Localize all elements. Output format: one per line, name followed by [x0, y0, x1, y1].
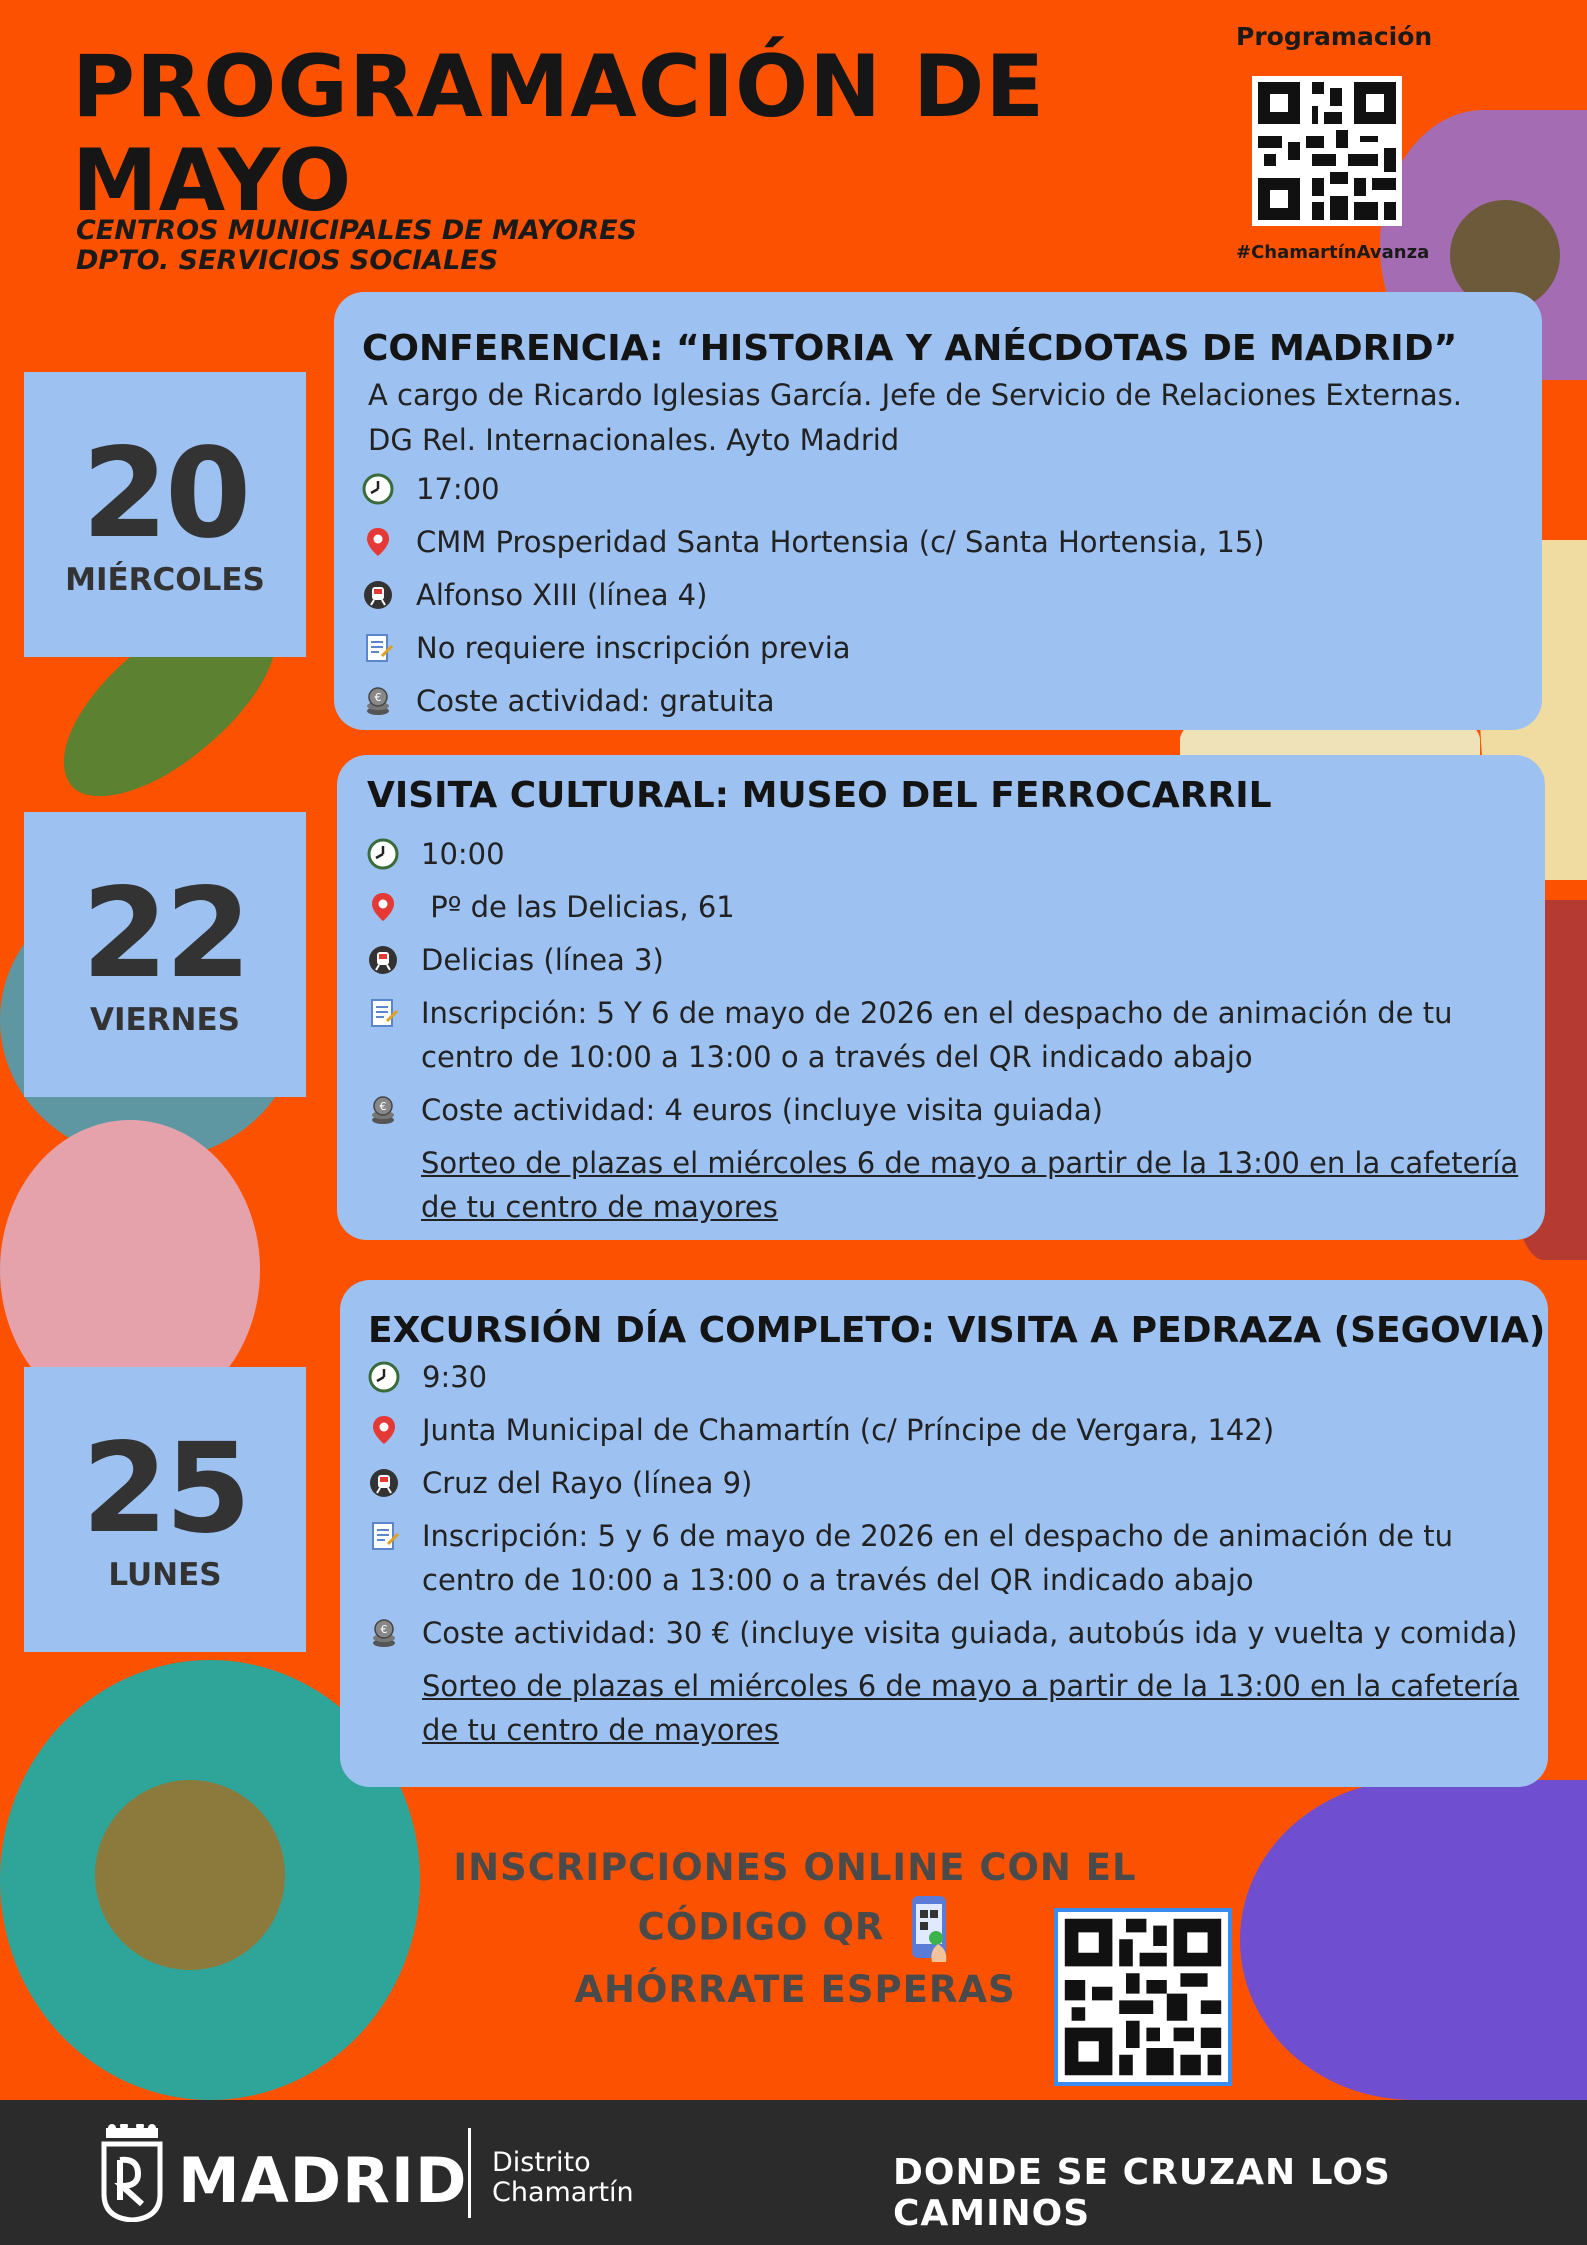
online-line-3: AHÓRRATE ESPERAS	[574, 1968, 1016, 2011]
qr-code-icon	[1058, 1912, 1228, 2082]
clock-icon	[362, 473, 394, 505]
metro-icon	[362, 579, 394, 611]
hashtag: #ChamartínAvanza	[1236, 242, 1430, 263]
draw-text	[421, 1141, 1518, 1229]
qr-code-icon	[1252, 76, 1402, 226]
date-box-20	[24, 372, 306, 657]
phone-qr-icon	[908, 1894, 952, 1964]
day-number: 25	[81, 1416, 249, 1561]
cost-text: Coste actividad: 30 € (incluye visita guiada, autobús ida y vuelta y comida)	[422, 1616, 1518, 1650]
subtitle	[76, 216, 637, 276]
metro-text: Cruz del Rayo (línea 9)	[422, 1466, 753, 1500]
event-registration	[367, 991, 1545, 1079]
draw-note	[367, 1141, 1545, 1229]
draw-text	[422, 1664, 1519, 1752]
draw-line-1: Sorteo de plazas el miércoles 6 de mayo a partir de la 13:00 en la cafetería	[422, 1669, 1520, 1703]
event-card-museo-ferrocarril	[337, 755, 1545, 1240]
form-icon	[362, 632, 394, 664]
registration-line-2: centro de 10:00 a 13:00 o a través del QR indicado abajo	[422, 1563, 1254, 1597]
metro-icon	[368, 1467, 400, 1499]
online-line-2-text: CÓDIGO QR	[637, 1905, 885, 1949]
madrid-logo-text: MADRID	[178, 2144, 468, 2217]
time-text: 10:00	[421, 837, 505, 871]
subtitle-line-1: CENTROS MUNICIPALES DE MAYORES	[76, 215, 638, 246]
location-pin-icon	[367, 891, 399, 923]
date-box-22	[24, 812, 306, 1097]
event-title: EXCURSIÓN DÍA COMPLETO: VISITA A PEDRAZA (SEGOVIA)	[368, 1310, 1546, 1351]
day-number: 20	[81, 421, 249, 566]
title-line-2: MAYO	[72, 131, 353, 231]
place-text: CMM Prosperidad Santa Hortensia (c/ Santa Hortensia, 15)	[416, 525, 1265, 559]
qr-code-inscripciones[interactable]	[1054, 1908, 1232, 2086]
event-registration	[368, 1514, 1548, 1602]
registration-text	[421, 991, 1453, 1079]
metro-icon	[367, 944, 399, 976]
form-icon	[367, 997, 399, 1029]
flower-violet-bottom	[1240, 1780, 1587, 2100]
online-line-2	[430, 1894, 1160, 1964]
event-cost	[368, 1611, 1548, 1655]
flower-teal-center	[95, 1780, 285, 1970]
event-cost	[362, 679, 1542, 723]
registration-text	[422, 1514, 1453, 1602]
cost-text: Coste actividad: gratuita	[416, 684, 775, 718]
slogan: DONDE SE CRUZAN LOS CAMINOS	[893, 2152, 1391, 2234]
event-card-conferencia	[334, 292, 1542, 730]
place-text: Pº de las Delicias, 61	[421, 890, 735, 924]
draw-line-2: de tu centro de mayores	[422, 1713, 779, 1747]
metro-text: Delicias (línea 3)	[421, 943, 664, 977]
event-description	[368, 373, 1542, 463]
district-line-1: Distrito	[492, 2147, 591, 2178]
metro-text: Alfonso XIII (línea 4)	[416, 578, 708, 612]
clock-icon	[368, 1361, 400, 1393]
location-pin-icon	[362, 526, 394, 558]
time-text: 17:00	[416, 472, 500, 506]
event-place	[368, 1408, 1548, 1452]
description-line-1: A cargo de Ricardo Iglesias García. Jefe de Servicio de Relaciones Externas.	[368, 378, 1462, 412]
footer-separator	[468, 2128, 471, 2218]
event-place	[362, 520, 1542, 564]
registration-line-1: Inscripción: 5 Y 6 de mayo de 2026 en el despacho de animación de tu	[421, 996, 1453, 1030]
qr-code-programacion[interactable]	[1252, 76, 1402, 226]
coins-icon	[368, 1617, 400, 1649]
event-card-pedraza	[340, 1280, 1548, 1787]
district-line-2: Chamartín	[492, 2177, 634, 2208]
event-metro	[367, 938, 1545, 982]
qr-label: Programación	[1236, 22, 1433, 51]
coins-icon	[367, 1094, 399, 1126]
event-time	[368, 1355, 1548, 1399]
day-name: MIÉRCOLES	[65, 561, 265, 598]
event-title: VISITA CULTURAL: MUSEO DEL FERROCARRIL	[367, 775, 1272, 816]
form-icon	[368, 1520, 400, 1552]
event-cost	[367, 1088, 1545, 1132]
registration-text: No requiere inscripción previa	[416, 631, 851, 665]
day-name: VIERNES	[89, 1001, 241, 1038]
event-title: CONFERENCIA: “HISTORIA Y ANÉCDOTAS DE MADRID”	[362, 328, 1458, 369]
title-line-1: PROGRAMACIÓN DE	[72, 37, 1046, 137]
event-metro	[362, 573, 1542, 617]
footer	[0, 2100, 1587, 2245]
description-line-2: DG Rel. Internacionales. Ayto Madrid	[368, 423, 900, 457]
event-metro	[368, 1461, 1548, 1505]
day-name: LUNES	[108, 1556, 222, 1593]
event-place	[367, 885, 1545, 929]
cost-text: Coste actividad: 4 euros (incluye visita guiada)	[421, 1093, 1103, 1127]
madrid-crest-icon	[100, 2124, 164, 2222]
day-number: 22	[81, 861, 249, 1006]
online-line-1: INSCRIPCIONES ONLINE CON EL	[453, 1846, 1137, 1889]
time-text: 9:30	[422, 1360, 488, 1394]
draw-line-2: de tu centro de mayores	[421, 1190, 778, 1224]
place-text: Junta Municipal de Chamartín (c/ Príncipe de Vergara, 142)	[422, 1413, 1275, 1447]
subtitle-line-2: DPTO. SERVICIOS SOCIALES	[76, 245, 499, 276]
event-registration	[362, 626, 1542, 670]
registration-line-1: Inscripción: 5 y 6 de mayo de 2026 en el despacho de animación de tu	[422, 1519, 1453, 1553]
draw-line-1: Sorteo de plazas el miércoles 6 de mayo a partir de la 13:00 en la cafetería	[421, 1146, 1519, 1180]
coins-icon	[362, 685, 394, 717]
registration-line-2: centro de 10:00 a 13:00 o a través del QR indicado abajo	[421, 1040, 1253, 1074]
online-registration-text	[430, 1842, 1160, 2016]
event-time	[367, 832, 1545, 876]
location-pin-icon	[368, 1414, 400, 1446]
draw-note	[368, 1664, 1548, 1752]
clock-icon	[367, 838, 399, 870]
district-name	[492, 2148, 634, 2208]
date-box-25	[24, 1367, 306, 1652]
event-time	[362, 467, 1542, 511]
